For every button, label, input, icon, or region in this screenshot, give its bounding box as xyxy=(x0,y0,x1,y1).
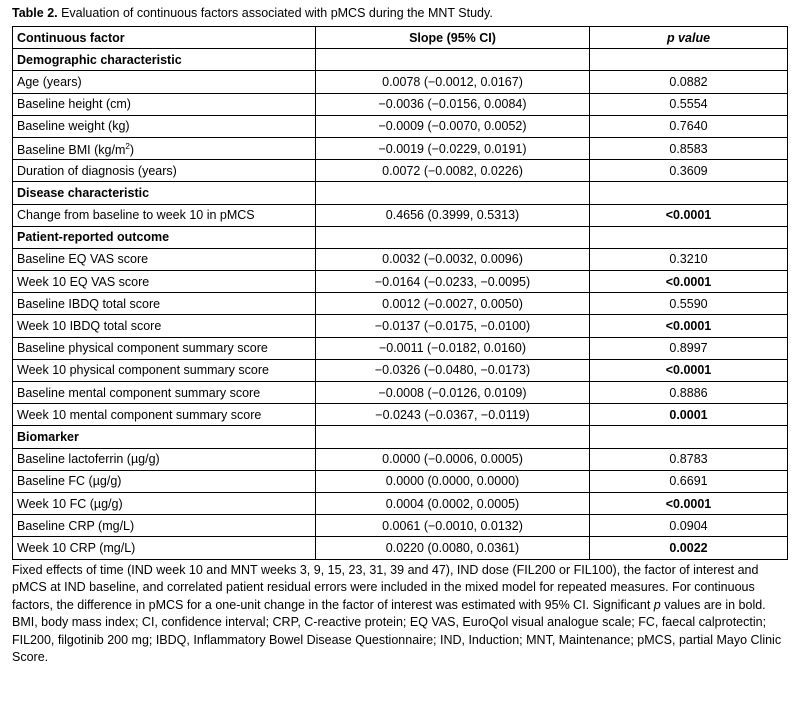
p-value-cell: <0.0001 xyxy=(590,315,788,337)
p-value-cell: 0.8886 xyxy=(590,382,788,404)
table-row xyxy=(13,515,788,537)
slope-cell: −0.0036 (−0.0156, 0.0084) xyxy=(316,93,590,115)
slope-cell: −0.0008 (−0.0126, 0.0109) xyxy=(316,382,590,404)
factor-cell: Change from baseline to week 10 in pMCS xyxy=(13,204,316,226)
table-label: Table 2. xyxy=(12,6,58,20)
table-row xyxy=(13,337,788,359)
table-row xyxy=(13,492,788,514)
p-value-cell: 0.7640 xyxy=(590,115,788,137)
slope-cell: −0.0326 (−0.0480, −0.0173) xyxy=(316,359,590,381)
factor-cell: Baseline height (cm) xyxy=(13,93,316,115)
p-value-cell: <0.0001 xyxy=(590,204,788,226)
slope-cell: −0.0011 (−0.0182, 0.0160) xyxy=(316,337,590,359)
factor-cell: Baseline mental component summary score xyxy=(13,382,316,404)
slope-cell: −0.0243 (−0.0367, −0.0119) xyxy=(316,404,590,426)
p-value-cell: 0.6691 xyxy=(590,470,788,492)
section-empty-cell xyxy=(590,226,788,248)
p-value-cell: 0.5554 xyxy=(590,93,788,115)
table-row xyxy=(13,470,788,492)
factor-cell: Age (years) xyxy=(13,71,316,93)
factor-cell: Baseline IBDQ total score xyxy=(13,293,316,315)
slope-cell: 0.0012 (−0.0027, 0.0050) xyxy=(316,293,590,315)
table-row xyxy=(13,71,788,93)
section-title: Patient-reported outcome xyxy=(13,226,316,248)
slope-cell: 0.0072 (−0.0082, 0.0226) xyxy=(316,160,590,182)
p-value-cell: 0.8997 xyxy=(590,337,788,359)
table-row xyxy=(13,359,788,381)
p-value-cell: 0.3210 xyxy=(590,248,788,270)
table-row xyxy=(13,160,788,182)
section-row xyxy=(13,182,788,204)
factor-cell: Baseline EQ VAS score xyxy=(13,248,316,270)
p-value-cell: 0.0882 xyxy=(590,71,788,93)
table-row xyxy=(13,293,788,315)
table-row xyxy=(13,382,788,404)
factor-cell: Baseline FC (µg/g) xyxy=(13,470,316,492)
section-empty-cell xyxy=(316,226,590,248)
slope-cell: 0.0004 (0.0002, 0.0005) xyxy=(316,492,590,514)
p-value-cell: 0.3609 xyxy=(590,160,788,182)
section-empty-cell xyxy=(316,182,590,204)
table-row xyxy=(13,315,788,337)
p-value-cell: 0.0904 xyxy=(590,515,788,537)
slope-cell: 0.4656 (0.3999, 0.5313) xyxy=(316,204,590,226)
factor-cell: Week 10 IBDQ total score xyxy=(13,315,316,337)
slope-cell: −0.0137 (−0.0175, −0.0100) xyxy=(316,315,590,337)
header-slope: Slope (95% CI) xyxy=(316,27,590,49)
section-title: Biomarker xyxy=(13,426,316,448)
table-row xyxy=(13,404,788,426)
section-title: Disease characteristic xyxy=(13,182,316,204)
factor-cell: Week 10 EQ VAS score xyxy=(13,271,316,293)
slope-cell: −0.0019 (−0.0229, 0.0191) xyxy=(316,137,590,159)
section-empty-cell xyxy=(590,426,788,448)
section-row xyxy=(13,49,788,71)
slope-cell: 0.0000 (0.0000, 0.0000) xyxy=(316,470,590,492)
p-value-cell: <0.0001 xyxy=(590,271,788,293)
p-value-cell: <0.0001 xyxy=(590,359,788,381)
table-row xyxy=(13,204,788,226)
table-row xyxy=(13,271,788,293)
section-empty-cell xyxy=(316,426,590,448)
table-row xyxy=(13,137,788,159)
factor-cell: Baseline physical component summary score xyxy=(13,337,316,359)
slope-cell: −0.0009 (−0.0070, 0.0052) xyxy=(316,115,590,137)
table-header-row xyxy=(13,27,788,49)
slope-cell: 0.0032 (−0.0032, 0.0096) xyxy=(316,248,590,270)
p-value-cell: 0.0001 xyxy=(590,404,788,426)
slope-cell: 0.0078 (−0.0012, 0.0167) xyxy=(316,71,590,93)
section-title: Demographic characteristic xyxy=(13,49,316,71)
table-row xyxy=(13,93,788,115)
p-value-cell: 0.0022 xyxy=(590,537,788,559)
factor-cell: Baseline BMI $(kg/m^2)$ xyxy=(13,137,316,159)
section-empty-cell xyxy=(590,182,788,204)
slope-cell: 0.0061 (−0.0010, 0.0132) xyxy=(316,515,590,537)
section-row xyxy=(13,226,788,248)
table-body xyxy=(13,49,788,559)
slope-cell: −0.0164 (−0.0233, −0.0095) xyxy=(316,271,590,293)
factor-cell: Week 10 mental component summary score xyxy=(13,404,316,426)
table-footnotes xyxy=(12,562,787,668)
factor-cell: Week 10 FC (µg/g) xyxy=(13,492,316,514)
p-value-cell: <0.0001 xyxy=(590,492,788,514)
footnote-methods: Fixed effects of time (IND week 10 and MNT weeks 3, 9, 15, 23, 31, 39 and 47), IND dose (FIL200 or FIL100), the factor of interest and pMCS at IND baseline, and correlated patient residual errors were included in the mixed model for repeated measures. For continuous factors, the difference in pMCS for a one-unit change in the factor of interest was estimated with 95% CI. Significant p values are in bold. xyxy=(12,562,766,612)
factor-cell: Baseline weight (kg) xyxy=(13,115,316,137)
header-p-value: p value xyxy=(590,27,788,49)
table-caption xyxy=(12,4,794,26)
p-value-cell: 0.8583 xyxy=(590,137,788,159)
section-empty-cell xyxy=(316,49,590,71)
table-row xyxy=(13,248,788,270)
factor-cell: Week 10 CRP (mg/L) xyxy=(13,537,316,559)
slope-cell: 0.0000 (−0.0006, 0.0005) xyxy=(316,448,590,470)
table-row xyxy=(13,115,788,137)
header-continuous-factor: Continuous factor xyxy=(13,27,316,49)
slope-cell: 0.0220 (0.0080, 0.0361) xyxy=(316,537,590,559)
footnote-abbreviations: BMI, body mass index; CI, confidence interval; CRP, C-reactive protein; EQ VAS, EuroQol visual analogue scale; FC, faecal calprotectin; FIL200, filgotinib 200 mg; IBDQ, Inflammatory Bowel Disease Questionnaire; IND, Induction; MNT, Maintenance; pMCS, partial Mayo Clinic Score. xyxy=(12,615,782,665)
factor-cell: Week 10 physical component summary score xyxy=(13,359,316,381)
section-empty-cell xyxy=(590,49,788,71)
table-row xyxy=(13,537,788,559)
section-row xyxy=(13,426,788,448)
p-value-cell: 0.5590 xyxy=(590,293,788,315)
results-table xyxy=(12,26,788,560)
factor-cell: Baseline CRP (mg/L) xyxy=(13,515,316,537)
table-row xyxy=(13,448,788,470)
p-value-cell: 0.8783 xyxy=(590,448,788,470)
factor-cell: Duration of diagnosis (years) xyxy=(13,160,316,182)
factor-cell: Baseline lactoferrin (µg/g) xyxy=(13,448,316,470)
table-title: Evaluation of continuous factors associated with pMCS during the MNT Study. xyxy=(57,6,493,20)
